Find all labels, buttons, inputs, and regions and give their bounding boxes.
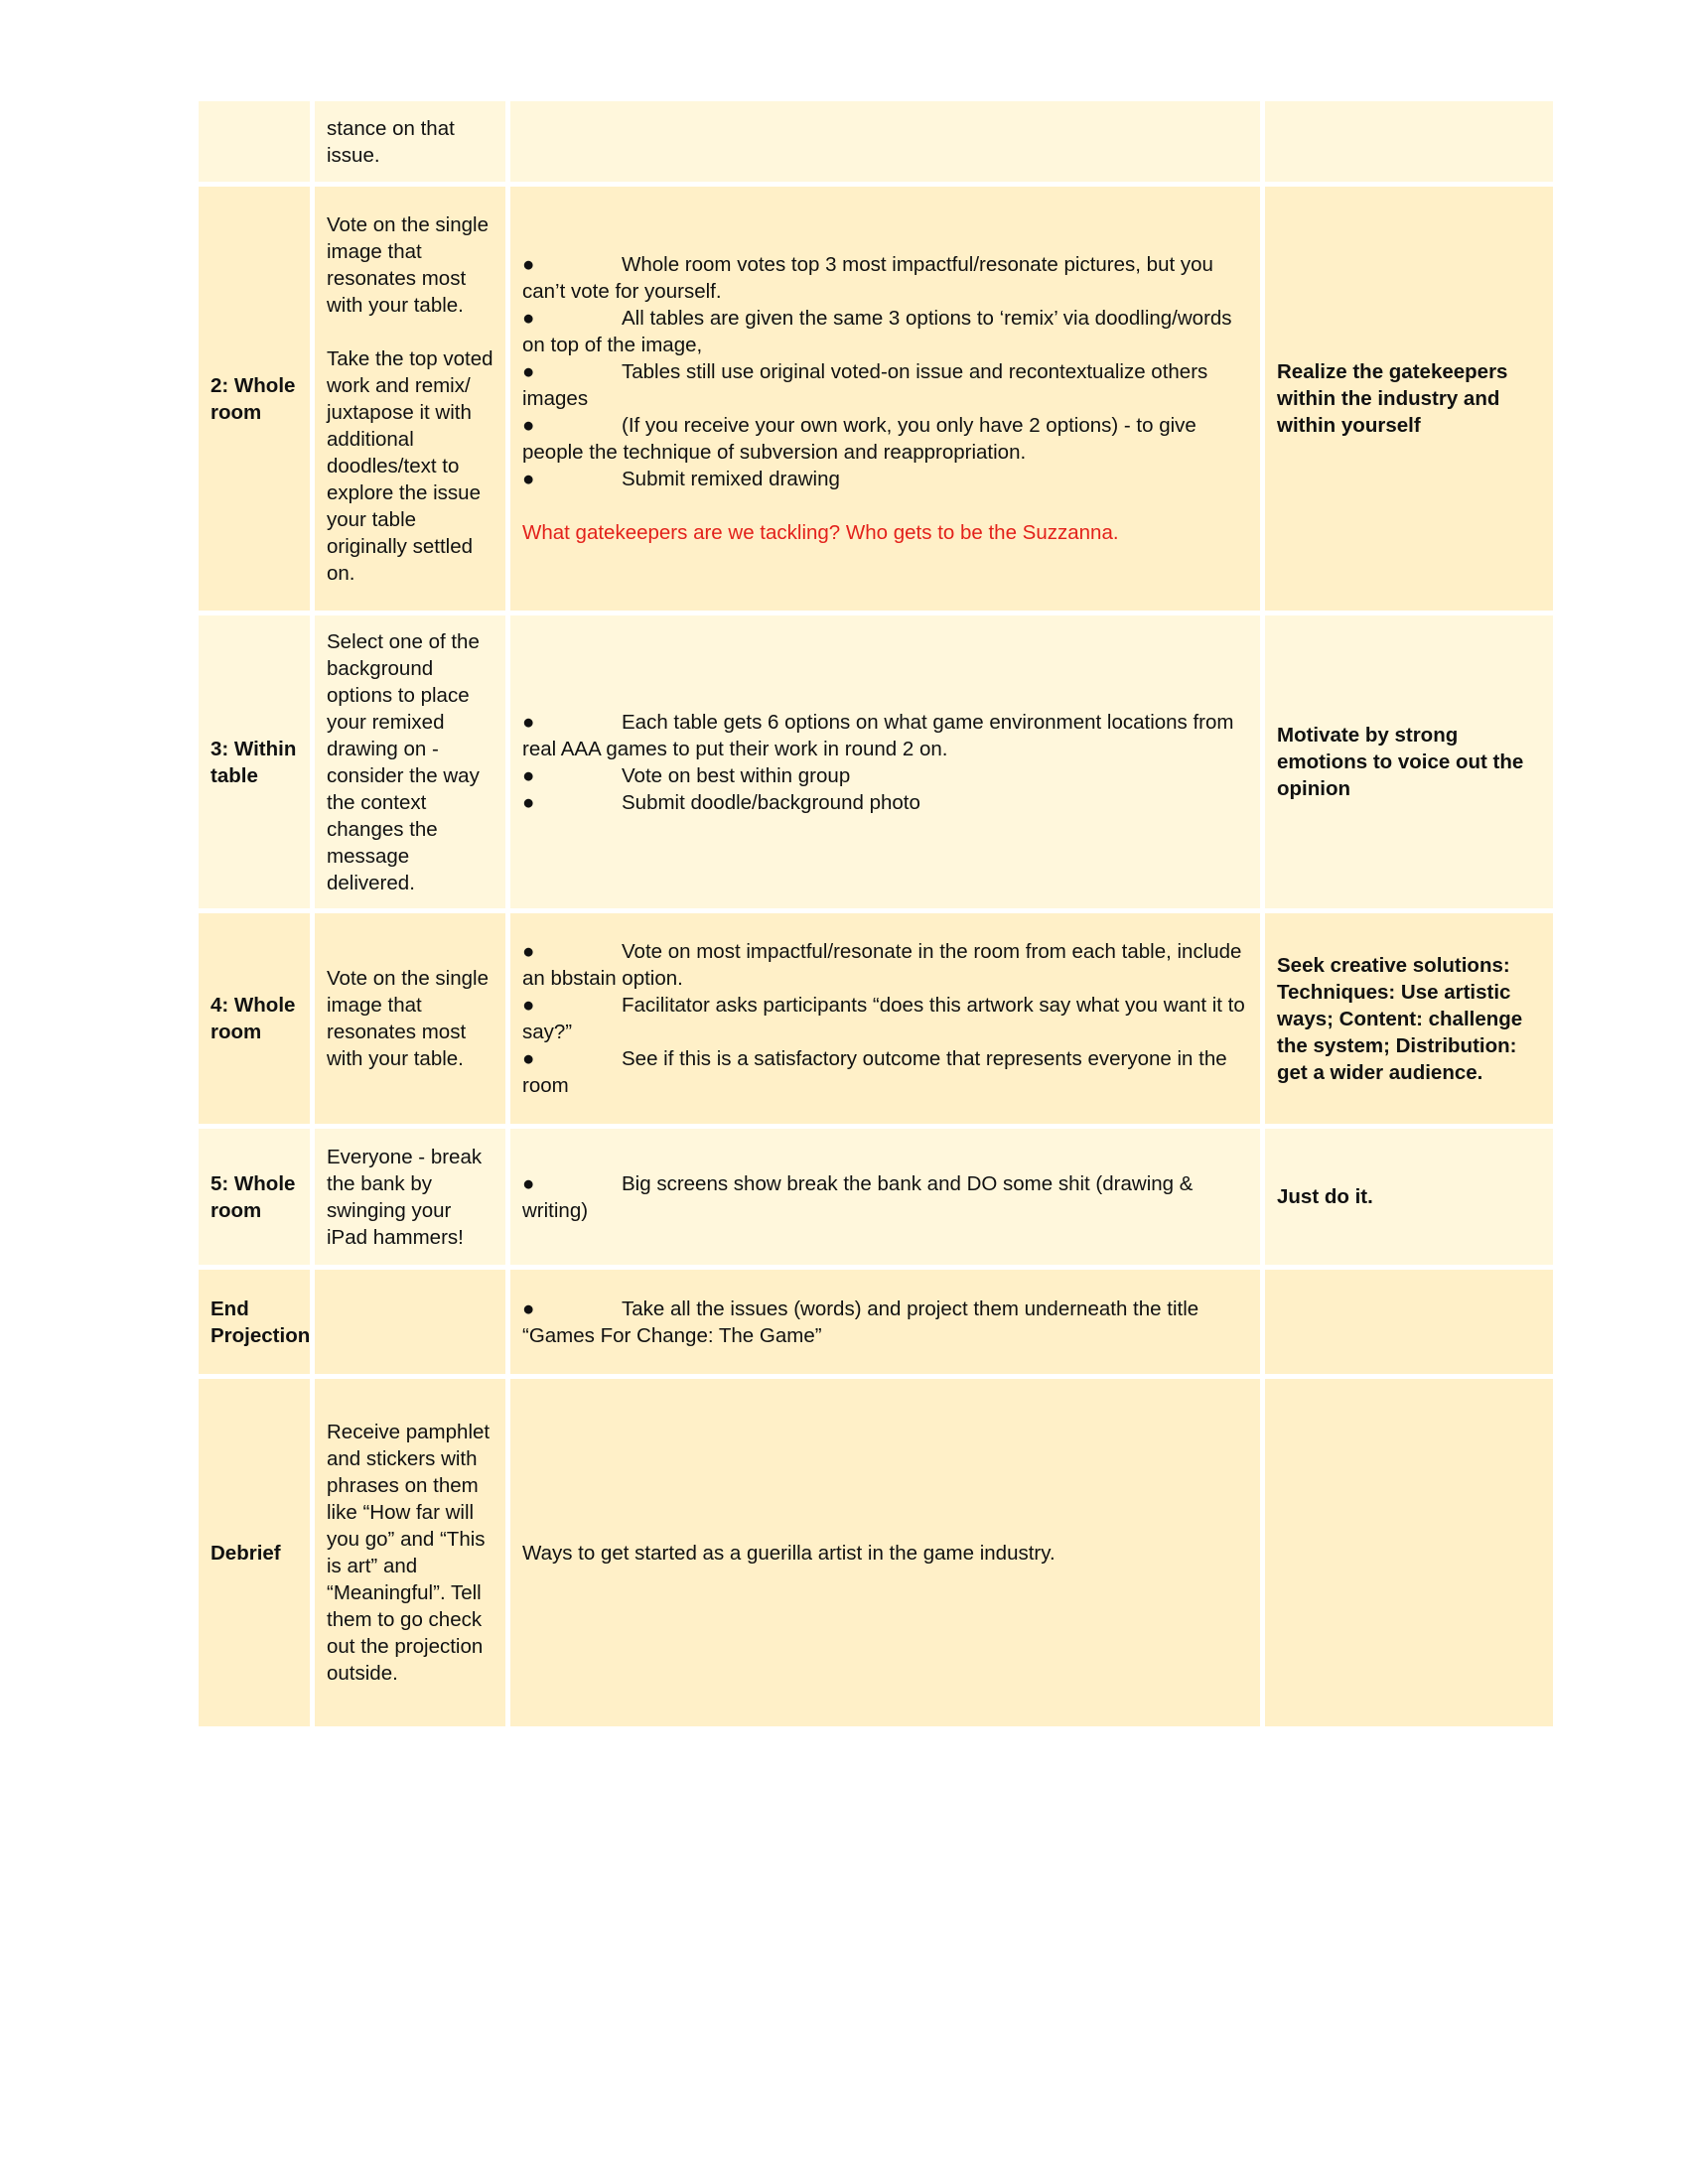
goal-cell: Realize the gatekeepers within the industry and within yourself [1265, 187, 1553, 615]
list-item: ● Vote on best within group [522, 763, 851, 787]
task-text: Vote on the single image that resonates most with your table. [327, 212, 489, 317]
goal-cell [1265, 1379, 1553, 1731]
stage-cell: End Projection [199, 1270, 315, 1379]
task-cell: Vote on the single image that resonates most with your table. [315, 913, 510, 1129]
bullet-list [522, 709, 1248, 816]
list-item: ● See if this is a satisfactory outcome that represents everyone in the room [522, 1047, 1227, 1097]
list-item: ● Whole room votes top 3 most impactful/resonate pictures, but you can’t vote for yourself. [522, 253, 1213, 303]
task-cell [315, 187, 510, 615]
stage-cell [199, 101, 315, 187]
goal-cell [1265, 101, 1553, 187]
task-cell [315, 1270, 510, 1379]
table-row [199, 187, 1553, 615]
task-cell: Everyone - break the bank by swinging your iPad hammers! [315, 1129, 510, 1270]
bullet-list [522, 1170, 1248, 1224]
goal-cell: Seek creative solutions: Techniques: Use artistic ways; Content: challenge the system; Distribution: get a wider audience. [1265, 913, 1553, 1129]
list-item: ● Big screens show break the bank and DO some shit (drawing & writing) [522, 1171, 1194, 1222]
task-cell: Receive pamphlet and stickers with phrases on them like “How far will you go” and “This is art” and “Meaningful”. Tell them to go check out the projection outside. [315, 1379, 510, 1731]
details-cell [510, 187, 1265, 615]
bullet-list [522, 251, 1248, 492]
task-cell: Select one of the background options to place your remixed drawing on - consider the way the context changes the message delivered. [315, 615, 510, 913]
table-row [199, 101, 1553, 187]
details-text: Ways to get started as a guerilla artist in the game industry. [522, 1541, 1055, 1565]
table-row [199, 913, 1553, 1129]
list-item: ● Take all the issues (words) and project them underneath the title “Games For Change: The Game” [522, 1297, 1199, 1347]
details-cell [510, 1379, 1265, 1731]
table-row [199, 615, 1553, 913]
list-item: ● All tables are given the same 3 options to ‘remix’ via doodling/words on top of the image, [522, 307, 1232, 356]
goal-cell [1265, 1270, 1553, 1379]
highlight-note: What gatekeepers are we tackling? Who gets to be the Suzzanna. [522, 521, 1119, 544]
task-text: Take the top voted work and remix/ juxtapose it with additional doodles/text to explore the issue your table originally settled on. [327, 346, 493, 585]
list-item: ● Facilitator asks participants “does this artwork say what you want it to say?” [522, 994, 1245, 1043]
activity-table [199, 101, 1553, 1731]
details-cell [510, 1129, 1265, 1270]
list-item: ● Submit doodle/background photo [522, 790, 920, 814]
goal-cell: Just do it. [1265, 1129, 1553, 1270]
table-row [199, 1379, 1553, 1731]
stage-cell: 2: Whole room [199, 187, 315, 615]
stage-cell: 5: Whole room [199, 1129, 315, 1270]
list-item: ● Submit remixed drawing [522, 468, 840, 490]
stage-cell: Debrief [199, 1379, 315, 1731]
details-cell [510, 913, 1265, 1129]
bullet-list [522, 1296, 1248, 1349]
stage-cell: 4: Whole room [199, 913, 315, 1129]
bullet-list [522, 938, 1248, 1099]
goal-cell: Motivate by strong emotions to voice out the opinion [1265, 615, 1553, 913]
stage-cell: 3: Within table [199, 615, 315, 913]
details-cell [510, 615, 1265, 913]
list-item: ● Vote on most impactful/resonate in the room from each table, include an bbstain option. [522, 940, 1242, 990]
details-cell [510, 101, 1265, 187]
table-row [199, 1129, 1553, 1270]
table-row [199, 1270, 1553, 1379]
task-cell: stance on that issue. [315, 101, 510, 187]
details-cell [510, 1270, 1265, 1379]
list-item: ● (If you receive your own work, you only have 2 options) - to give people the technique of subversion and reappropriation. [522, 414, 1196, 464]
list-item: ● Tables still use original voted-on issue and recontextualize others images [522, 360, 1208, 410]
list-item: ● Each table gets 6 options on what game environment locations from real AAA games to put their work in round 2 on. [522, 710, 1234, 760]
